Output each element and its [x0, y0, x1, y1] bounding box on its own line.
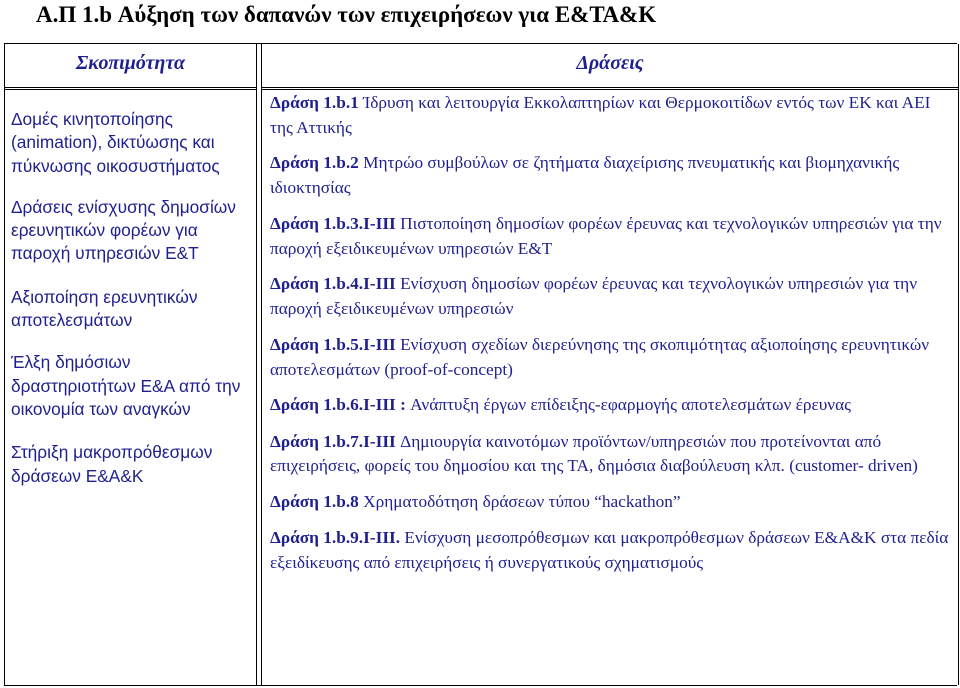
action-text: Χρηματοδότηση δράσεων τύπου “hackathon”	[358, 491, 681, 511]
actions-column	[261, 44, 959, 685]
page-title: Α.Π 1.b Αύξηση των δαπανών των επιχειρήσεων για Ε&ΤΑ&Κ	[36, 2, 657, 27]
action-code: Δράση 1.b.3.I-III	[270, 214, 396, 233]
objectives-column	[5, 44, 257, 685]
action-text: Ανάπτυξη έργων επίδειξης-εφαρμογής αποτελεσμάτων έρευνας	[405, 395, 851, 414]
action-item	[270, 430, 956, 479]
action-text: Ίδρυση και λειτουργία Εκκολαπτηρίων και Θερμοκοιτίδων εντός των ΕΚ και ΑΕΙ της Αττικής	[270, 93, 931, 137]
action-code: Δράση 1.b.4.I-III	[270, 274, 396, 293]
action-item	[270, 526, 956, 575]
action-item	[270, 490, 956, 515]
action-text: Πιστοποίηση δημοσίων φορέων έρευνας και τεχνολογικών υπηρεσιών για την παροχή εξειδικευμένων υπηρεσιών Ε&Τ	[270, 214, 942, 258]
action-item	[270, 212, 956, 261]
objective-item: Αξιοποίηση ερευνητικών αποτελεσμάτων	[11, 286, 198, 331]
action-item	[270, 91, 956, 140]
action-text: Δημιουργία καινοτόμων προϊόντων/υπηρεσιών που προτείνονται από επιχειρήσεις, φορείς του δημοσίου και της ΤΑ, δημόσια διαβούλευση κλπ. (customer- driven)	[270, 431, 918, 475]
objective-item: Δράσεις ενίσχυσης δημοσίων ερευνητικών φορέων για παροχή υπηρεσιών Ε&Τ	[11, 196, 236, 264]
objective-item: Δομές κινητοποίησης (animation), δικτύωσης και πύκνωσης οικοσυστήματος	[11, 109, 220, 176]
action-code: Δράση 1.b.1	[270, 93, 359, 112]
strategy-table	[4, 43, 957, 686]
objective-item: Έλξη δημόσιων δραστηριοτήτων Ε&Α από την οικονομία των αναγκών	[11, 352, 241, 419]
action-text: Ενίσχυση σχεδίων διερεύνησης της σκοπιμότητας αξιοποίησης ερευνητικών αποτελεσμάτων (proof-of-concept)	[270, 335, 930, 379]
actions-header: Δράσεις	[262, 44, 958, 90]
action-item	[270, 333, 956, 382]
action-code: Δράση 1.b.7.I-III	[270, 431, 396, 451]
action-item	[270, 272, 956, 321]
action-text: Μητρώο συμβούλων σε ζητήματα διαχείρισης πνευματικής και βιομηχανικής ιδιοκτησίας	[270, 153, 900, 197]
action-item	[270, 393, 956, 418]
action-code: Δράση 1.b.5.I-III	[270, 335, 396, 354]
action-code: Δράση 1.b.6.I-III :	[270, 395, 406, 414]
action-code: Δράση 1.b.8	[270, 491, 359, 511]
objective-item: Στήριξη μακροπρόθεσμων δράσεων Ε&Α&Κ	[11, 442, 213, 486]
action-item	[270, 151, 956, 200]
objectives-list	[11, 108, 251, 488]
action-code: Δράση 1.b.9.I-III.	[270, 528, 401, 547]
actions-list	[270, 91, 956, 575]
action-text: Ενίσχυση δημοσίων φορέων έρευνας και τεχνολογικών υπηρεσιών για την παροχή εξειδικευμένων υπηρεσιών	[270, 274, 918, 318]
objectives-header: Σκοπιμότητα	[5, 44, 256, 90]
action-text: Ενίσχυση μεσοπρόθεσμων και μακροπρόθεσμων δράσεων Ε&Α&Κ στα πεδία εξειδίκευσης από επιχειρήσεις ή συνεργατικούς σχηματισμούς	[270, 528, 949, 572]
action-code: Δράση 1.b.2	[270, 153, 359, 172]
